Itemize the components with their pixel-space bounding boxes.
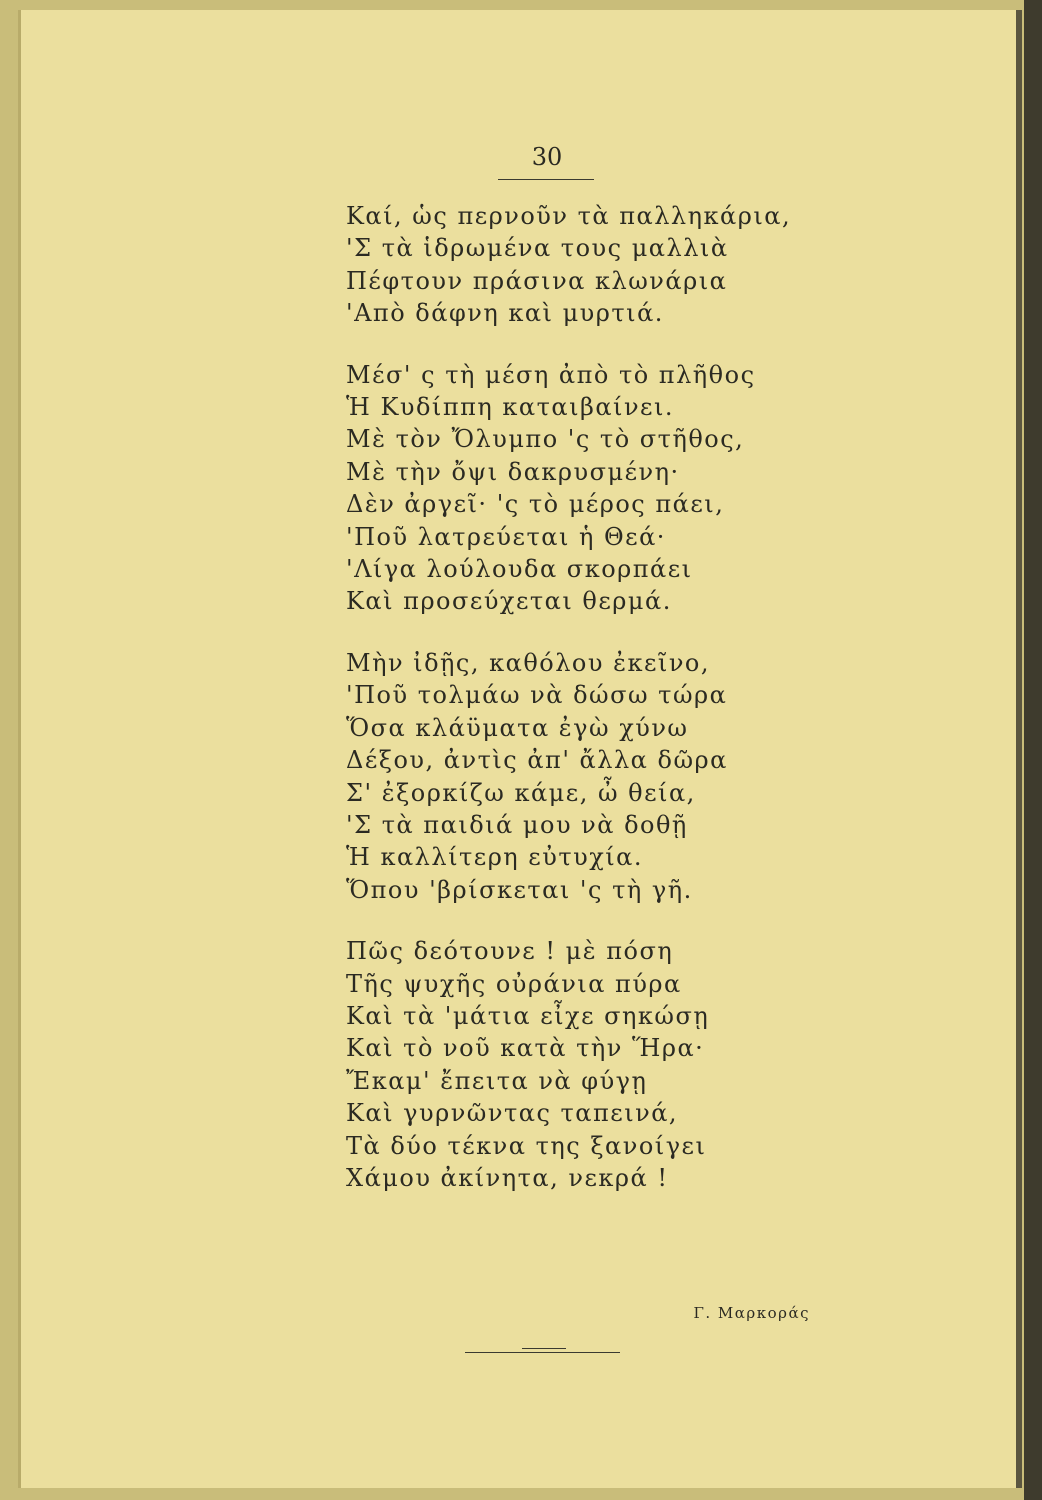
stanza bbox=[346, 935, 816, 1194]
poem-line: Μέσ' ς τὴ μέση ἀπὸ τὸ πλῆθος bbox=[346, 360, 756, 389]
poem-line: 'Σ τὰ παιδιά μου νὰ δοθῇ bbox=[346, 810, 688, 839]
poem-line: 'Απὸ δάφνη καὶ μυρτιά. bbox=[346, 299, 664, 328]
poem-line: 'Σ τὰ ἱδρωμένα τους μαλλιὰ bbox=[346, 234, 729, 263]
poem-line: Χάμου ἀκίνητα, νεκρά ! bbox=[346, 1163, 669, 1192]
poem-line: Ὅσα κλάϋματα ἐγὼ χύνω bbox=[346, 713, 689, 742]
poem-line: Καὶ τὸ νοῦ κατὰ τὴν Ἥρα· bbox=[346, 1034, 705, 1063]
poem-line: Πῶς δεότουνε ! μὲ πόση bbox=[346, 937, 674, 966]
book-spine bbox=[1024, 0, 1042, 1500]
author-signature: Γ. Μαρκοράς bbox=[693, 1304, 810, 1322]
poem-line: Μὲ τὸν Ὄλυμπο 'ς τὸ στῆθος, bbox=[346, 425, 745, 454]
poem-line: Καὶ τὰ 'μάτια εἶχε σηκώσῃ bbox=[346, 1001, 710, 1030]
poem-line: Τὰ δύο τέκνα της ξανοίγει bbox=[346, 1131, 707, 1160]
header-rule bbox=[498, 179, 594, 180]
poem-line: Μὴν ἰδῇς, καθόλου ἐκεῖνο, bbox=[346, 648, 710, 677]
stanza bbox=[346, 200, 816, 330]
poem-line: 'Ποῦ τολμάω νὰ δώσω τώρα bbox=[346, 681, 728, 710]
poem bbox=[346, 200, 816, 1223]
poem-line: Ἡ Κυδίππη καταιβαίνει. bbox=[346, 393, 675, 422]
page-number: 30 bbox=[531, 143, 563, 171]
poem-line: Πέφτουν πράσινα κλωνάρια bbox=[346, 266, 728, 295]
poem-line: 'Ποῦ λατρεύεται ἡ Θεά· bbox=[346, 522, 666, 551]
poem-line: Δὲν ἀργεῖ· 'ς τὸ μέρος πάει, bbox=[346, 490, 725, 519]
poem-line: Ἔκαμ' ἔπειτα νὰ φύγῃ bbox=[346, 1066, 648, 1095]
poem-line: Ὅπου 'βρίσκεται 'ς τὴ γῆ. bbox=[346, 875, 693, 904]
poem-line: Τῆς ψυχῆς οὐράνια πύρα bbox=[346, 969, 682, 998]
poem-line: Καὶ γυρνῶντας ταπεινά, bbox=[346, 1099, 679, 1128]
poem-line: Μὲ τὴν ὄψι δακρυσμένη· bbox=[346, 457, 680, 486]
end-rule bbox=[522, 1348, 566, 1349]
poem-line: 'Λίγα λούλουδα σκορπάει bbox=[346, 555, 693, 584]
stanza bbox=[346, 359, 816, 618]
end-rule bbox=[465, 1352, 620, 1353]
poem-line: Καὶ προσεύχεται θερμά. bbox=[346, 587, 672, 616]
poem-line: Δέξου, ἀντὶς ἀπ' ἄλλα δῶρα bbox=[346, 746, 728, 775]
poem-line: Ἡ καλλίτερη εὐτυχία. bbox=[346, 843, 643, 872]
poem-line: Καί, ὡς περνοῦν τὰ παλληκάρια, bbox=[346, 202, 792, 230]
poem-line: Σ' ἐξορκίζω κάμε, ὦ θεία, bbox=[346, 778, 696, 807]
stanza bbox=[346, 647, 816, 906]
